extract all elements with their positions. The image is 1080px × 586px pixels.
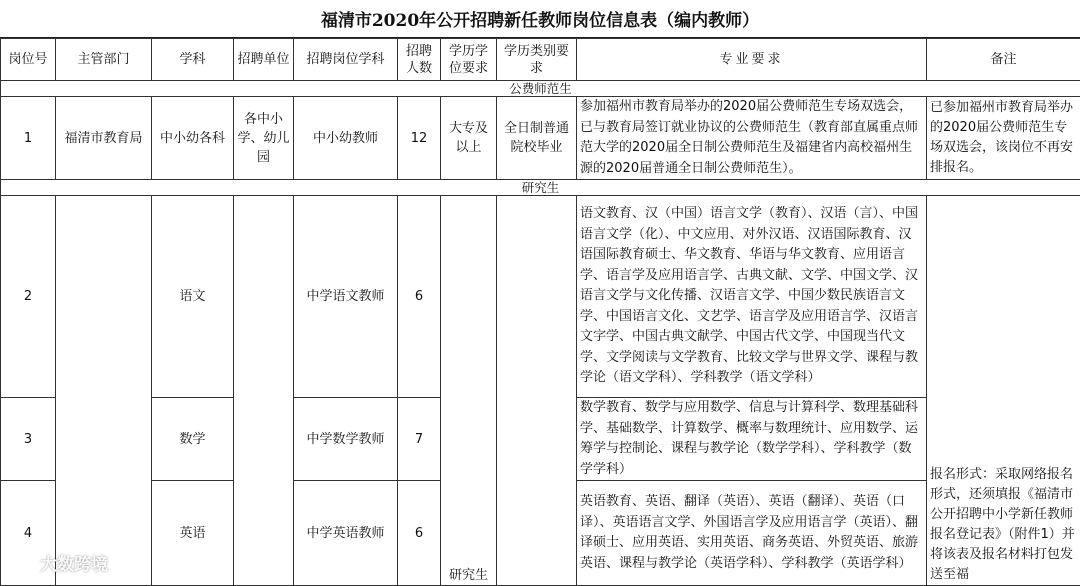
cell-post-no: 1 [1, 97, 56, 180]
watermark-text: 大数跨境 [40, 550, 108, 575]
speech-bubble-icon [8, 552, 36, 574]
header-unit: 招聘单位 [234, 39, 294, 81]
cell-count: 6 [398, 481, 441, 586]
cell-post: 中学英语教师 [294, 481, 398, 586]
header-row [1, 39, 1080, 81]
cell-edu-type-merged [497, 196, 577, 586]
cell-major: 参加福州市教育局举办的2020届公费师范生专场双选会，已与教育局签订就业协议的公费师范生（教育部直属重点师范大学的2020届全日制公费师范生及福建省内高校福州生源的2020届普通全日制公费师范生）。 [577, 97, 927, 180]
cell-education-merged: 研究生 [441, 196, 497, 586]
cell-dept: 福清市教育局 [56, 97, 152, 180]
section-row-public [1, 81, 1080, 97]
cell-post: 中小幼教师 [294, 97, 398, 180]
header-dept: 主管部门 [56, 39, 152, 81]
cell-dept-merged [56, 196, 152, 586]
cell-subject: 英语 [152, 481, 234, 586]
cell-count: 12 [398, 97, 441, 180]
table-row [1, 196, 1080, 398]
header-post-no: 岗位号 [1, 39, 56, 81]
cell-note: 已参加福州市教育局举办的2020届公费师范生专场双选会，该岗位不再安排报名。 [927, 97, 1080, 180]
cell-post: 中学语文教师 [294, 196, 398, 398]
header-note: 备注 [927, 39, 1080, 81]
cell-subject: 中小幼各科 [152, 97, 234, 180]
cell-subject: 语文 [152, 196, 234, 398]
table-row [1, 97, 1080, 180]
cell-post-no: 3 [1, 398, 56, 481]
header-count: 招聘人数 [398, 39, 441, 81]
cell-note-merged: 报名形式：采取网络报名形式，还须填报《福清市公开招聘中小学新任教师报名登记表》（附件1）并将该表及报名材料打包发送至福 [927, 196, 1080, 586]
header-post-subject: 招聘岗位学科 [294, 39, 398, 81]
cell-count: 7 [398, 398, 441, 481]
cell-count: 6 [398, 196, 441, 398]
cell-post: 中学数学教师 [294, 398, 398, 481]
cell-major: 数学教育、数学与应用数学、信息与计算科学、数理基础科学、基础数学、计算数学、概率与数理统计、应用数学、运筹学与控制论、课程与教学论（数学学科）、学科教学（数学学科） [577, 398, 927, 481]
cell-subject: 数学 [152, 398, 234, 481]
cell-major: 英语教育、英语、翻译（英语）、英语（翻译）、英语（口译）、英语语言文学、外国语言学及应用语言学（英语）、翻译硕士、应用英语、实用英语、商务英语、外贸英语、旅游英语、课程与教学论（英语学科）、学科教学（英语学科） [577, 481, 927, 586]
table-title: 福清市2020年公开招聘新任教师岗位信息表（编内教师） [0, 0, 1080, 38]
watermark [8, 550, 108, 575]
header-edu-type: 学历类别要求 [497, 39, 577, 81]
cell-unit-merged [234, 196, 294, 586]
header-major: 专业要求 [577, 39, 927, 81]
header-subject: 学科 [152, 39, 234, 81]
cell-post-no: 4 [1, 481, 56, 586]
cell-post-no: 2 [1, 196, 56, 398]
cell-edu-type: 全日制普通院校毕业 [497, 97, 577, 180]
cell-unit: 各中小学、幼儿园 [234, 97, 294, 180]
header-education: 学历学位要求 [441, 39, 497, 81]
cell-major: 语文教育、汉（中国）语言文学（教育）、汉语（言）、中国语言文学（化）、中文应用、对外汉语、汉语国际教育、汉语国际教育硕士、华文教育、华语与华文教育、应用语言学、语言学及应用语言学、古典文献、文学、中国文学、汉语言文学与文化传播、汉语言文学、中国少数民族语言文学、中国语言文化、文艺学、语言学及应用语言学、汉语言文字学、中国古典文献学、中国古代文学、中国现当代文学、文学阅读与文学教育、比较文学与世界文学、课程与教学论（语文学科）、学科教学（语文学科） [577, 196, 927, 398]
positions-table [0, 38, 1080, 586]
section-label-grad: 研究生 [1, 180, 1080, 196]
section-row-grad [1, 180, 1080, 196]
cell-education: 大专及以上 [441, 97, 497, 180]
section-label-public: 公费师范生 [1, 81, 1080, 97]
